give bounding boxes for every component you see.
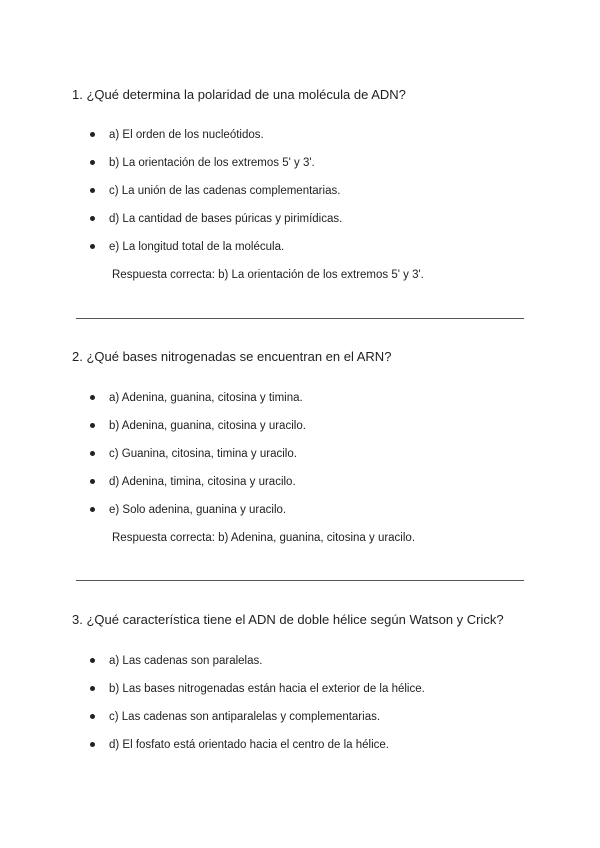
option-label: b) Adenina, guanina, citosina y uracilo. [109, 420, 306, 432]
option-item [90, 502, 530, 530]
divider [76, 580, 524, 581]
option-label: c) Las cadenas son antiparalelas y complementarias. [109, 711, 381, 723]
question-3-options [90, 653, 530, 765]
option-item [90, 239, 530, 267]
option-label: b) Las bases nitrogenadas están hacia el exterior de la hélice. [109, 683, 425, 695]
option-item [90, 155, 530, 183]
option-item [90, 737, 530, 765]
divider [76, 318, 524, 319]
option-item [90, 390, 530, 418]
bullet-icon [90, 714, 95, 719]
bullet-icon [90, 507, 95, 512]
option-label: c) Guanina, citosina, timina y uracilo. [109, 448, 297, 460]
option-item [90, 183, 530, 211]
question-2-text: 2. ¿Qué bases nitrogenadas se encuentran en el ARN? [72, 349, 392, 364]
option-item [90, 709, 530, 737]
bullet-icon [90, 395, 95, 400]
option-label: e) La longitud total de la molécula. [109, 241, 285, 253]
bullet-icon [90, 479, 95, 484]
question-3-text: 3. ¿Qué característica tiene el ADN de doble hélice según Watson y Crick? [72, 612, 504, 627]
bullet-icon [90, 658, 95, 663]
bullet-icon [90, 188, 95, 193]
option-label: a) El orden de los nucleótidos. [109, 129, 264, 141]
question-1-options [90, 127, 530, 267]
option-item [90, 211, 530, 239]
question-1-text: 1. ¿Qué determina la polaridad de una molécula de ADN? [72, 87, 406, 102]
option-label: b) La orientación de los extremos 5' y 3'. [109, 157, 315, 169]
option-label: d) La cantidad de bases púricas y pirimídicas. [109, 213, 343, 225]
option-label: d) El fosfato está orientado hacia el centro de la hélice. [109, 739, 390, 751]
option-label: a) Adenina, guanina, citosina y timina. [109, 392, 303, 404]
bullet-icon [90, 132, 95, 137]
bullet-icon [90, 160, 95, 165]
option-item [90, 681, 530, 709]
option-item [90, 127, 530, 155]
bullet-icon [90, 742, 95, 747]
option-item [90, 653, 530, 681]
option-label: d) Adenina, timina, citosina y uracilo. [109, 476, 296, 488]
question-2-options [90, 390, 530, 530]
question-2-answer: Respuesta correcta: b) Adenina, guanina, citosina y uracilo. [112, 532, 416, 544]
bullet-icon [90, 244, 95, 249]
option-label: c) La unión de las cadenas complementarias. [109, 185, 341, 197]
option-label: a) Las cadenas son paralelas. [109, 655, 263, 667]
bullet-icon [90, 451, 95, 456]
bullet-icon [90, 216, 95, 221]
option-label: e) Solo adenina, guanina y uracilo. [109, 504, 287, 516]
bullet-icon [90, 423, 95, 428]
option-item [90, 418, 530, 446]
bullet-icon [90, 686, 95, 691]
option-item [90, 446, 530, 474]
question-1-answer: Respuesta correcta: b) La orientación de los extremos 5' y 3'. [112, 269, 424, 281]
option-item [90, 474, 530, 502]
